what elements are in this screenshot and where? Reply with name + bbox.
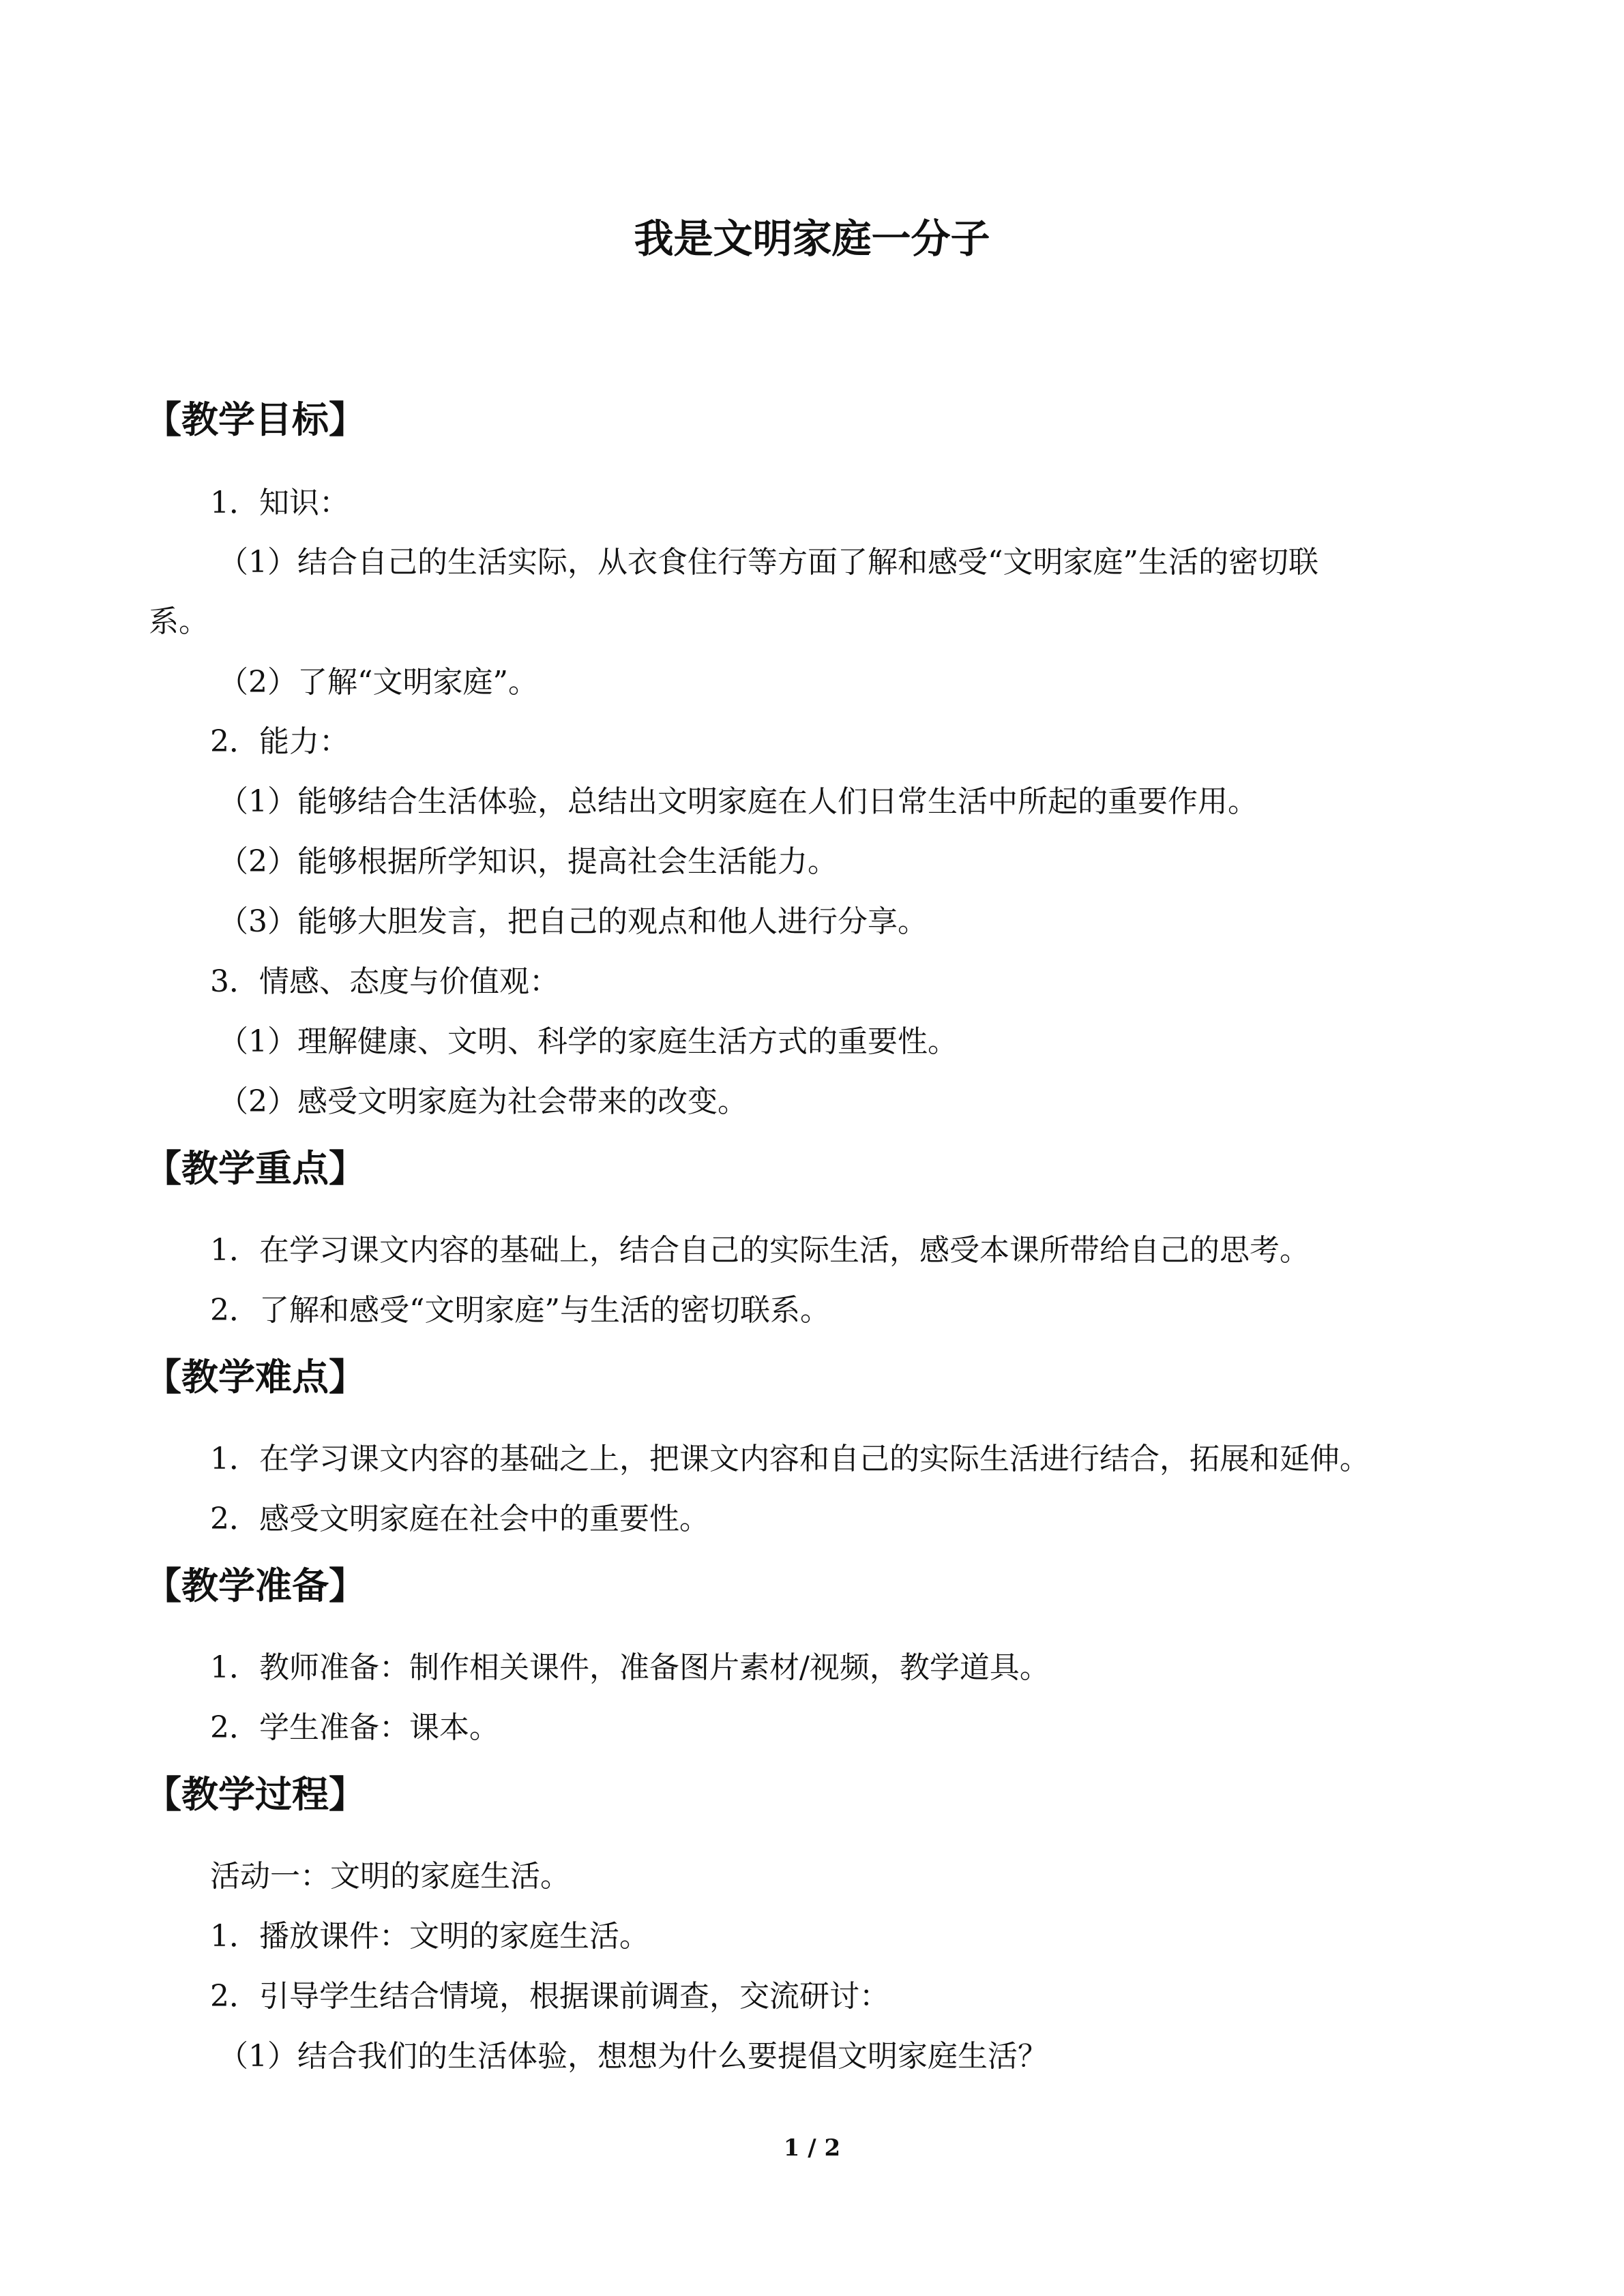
goals-line-6: （1）能够结合生活体验，总结出文明家庭在人们日常生活中所起的重要作用。 <box>218 784 1258 819</box>
goals-line-3: 系。 <box>149 604 209 639</box>
key-points-line-1: 1．在学习课文内容的基础上，结合自己的实际生活，感受本课所带给自己的思考。 <box>210 1233 1310 1268</box>
goals-line-4: （2）了解“文明家庭”。 <box>218 665 538 700</box>
goals-line-8: （3）能够大胆发言，把自己的观点和他人进行分享。 <box>218 904 928 939</box>
process-line-4: （1）结合我们的生活体验，想想为什么要提倡文明家庭生活？ <box>218 2039 1048 2074</box>
goals-line-1: 1．知识： <box>210 486 349 520</box>
difficulties-line-1: 1．在学习课文内容的基础之上，把课文内容和自己的实际生活进行结合，拓展和延伸。 <box>210 1442 1370 1476</box>
goals-line-9: 3．情感、态度与价值观： <box>210 964 559 999</box>
preparation-line-2: 2．学生准备：课本。 <box>210 1710 499 1745</box>
process-line-2: 1．播放课件：文明的家庭生活。 <box>210 1919 649 1954</box>
section-heading-process: 【教学过程】 <box>145 1773 366 1816</box>
goals-line-2: （1）结合自己的生活实际，从衣食住行等方面了解和感受“文明家庭”生活的密切联 <box>218 545 1318 580</box>
goals-line-5: 2．能力： <box>210 724 349 759</box>
key-points-line-2: 2．了解和感受“文明家庭”与生活的密切联系。 <box>210 1293 830 1328</box>
section-heading-preparation: 【教学准备】 <box>145 1564 366 1607</box>
preparation-line-1: 1．教师准备：制作相关课件，准备图片素材/视频，教学道具。 <box>210 1650 1050 1685</box>
process-line-1: 活动一：文明的家庭生活。 <box>210 1859 570 1894</box>
goals-line-10: （1）理解健康、文明、科学的家庭生活方式的重要性。 <box>218 1024 958 1059</box>
section-heading-difficulties: 【教学难点】 <box>145 1356 366 1399</box>
section-heading-key-points: 【教学重点】 <box>145 1147 366 1190</box>
document-title: 我是文明家庭一分子 <box>634 215 990 262</box>
goals-line-11: （2）感受文明家庭为社会带来的改变。 <box>218 1084 748 1119</box>
difficulties-line-2: 2．感受文明家庭在社会中的重要性。 <box>210 1502 709 1536</box>
goals-line-7: （2）能够根据所学知识，提高社会生活能力。 <box>218 844 838 879</box>
process-line-3: 2．引导学生结合情境，根据课前调查，交流研讨： <box>210 1979 889 2014</box>
page-number: 1 / 2 <box>783 2134 841 2162</box>
section-heading-goals: 【教学目标】 <box>145 398 366 441</box>
